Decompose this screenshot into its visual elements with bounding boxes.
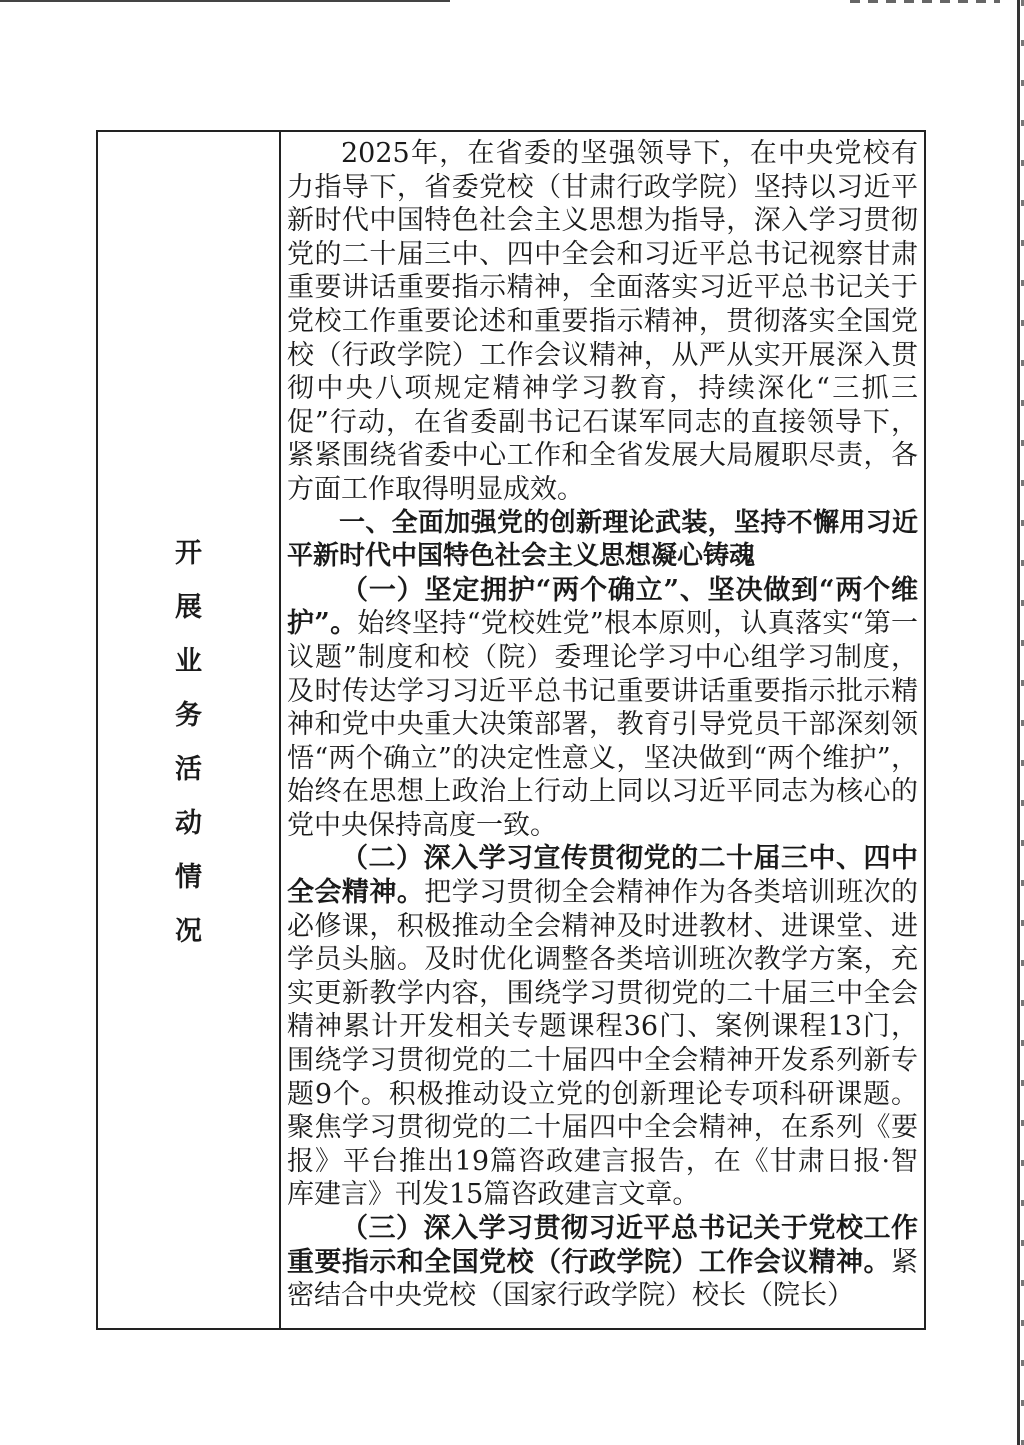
scan-right-edge: [1017, 0, 1020, 1445]
activity-report-table: [96, 130, 926, 1330]
scan-top-marks: [850, 0, 1000, 3]
label-char: 业: [175, 646, 202, 677]
item1-title: （一）坚定拥护“两个确立”、坚决做到“两个维护”。: [287, 574, 918, 640]
item3-title: （三）深入学习贯彻习近平总书记关于党校工作重要指示和全国党校（行政学院）工作会议精神。: [287, 1213, 918, 1278]
label-char: 展: [175, 592, 202, 623]
row-label-cell: [98, 132, 281, 1328]
label-char: 活: [175, 754, 202, 785]
intro-paragraph: 2025年，在省委的坚强领导下，在中央党校有力指导下，省委党校（甘肃行政学院）坚持以习近平新时代中国特色社会主义思想为指导，深入学习贯彻党的二十届三中、四中全会和习近平总书记视察甘肃重要讲话重要指示精神，全面落实习近平总书记关于党校工作重要论述和重要指示精神，贯彻落实全国党校（行政学院）工作会议精神，从严从实开展深入贯彻中央八项规定精神学习教育，持续深化“三抓三促”行动，在省委副书记石谋军同志的直接领导下，紧紧围绕省委中心工作和全省发展大局履职尽责，各方面工作取得明显成效。: [287, 138, 918, 505]
item3-paragraph: [287, 1212, 918, 1313]
label-char: 开: [175, 538, 202, 569]
item1-body: 始终坚持“党校姓党”根本原则，认真落实“第一议题”制度和校（院）委理论学习中心组学习制度，及时传达学习习近平总书记重要讲话重要指示批示精神和党中央重大决策部署，教育引导党员干部深刻领悟“两个确立”的决定性意义，坚决做到“两个维护”，始终在思想上政治上行动上同以习近平同志为核心的党中央保持高度一致。: [287, 608, 918, 841]
label-char: 情: [175, 862, 202, 893]
scan-top-line: [0, 0, 450, 2]
section1-heading: 一、全面加强党的创新理论武装，坚持不懈用习近平新时代中国特色社会主义思想凝心铸魂: [287, 507, 918, 572]
label-char: 况: [175, 916, 202, 947]
row-label-vertical: [175, 527, 202, 959]
item1-paragraph: [287, 574, 918, 843]
item2-paragraph: [287, 842, 918, 1212]
label-char: 动: [175, 808, 202, 839]
item2-body: 把学习贯彻全会精神作为各类培训班次的必修课，积极推动全会精神及时进教材、进课堂、进学员头脑。及时优化调整各类培训班次教学方案，充实更新教学内容，围绕学习贯彻党的二十届三中全会精神累计开发相关专题课程36门、案例课程13门，围绕学习贯彻党的二十届四中全会精神开发系列新专题9个。积极推动设立党的创新理论专项科研课题。聚焦学习贯彻党的二十届四中全会精神，在系列《要报》平台推出19篇咨政建言报告，在《甘肃日报·智库建言》刊发15篇咨政建言文章。: [287, 877, 919, 1211]
label-char: 务: [175, 700, 202, 731]
item3-body: 紧密结合中央党校（国家行政学院）校长（院长）: [287, 1246, 918, 1312]
content-cell: [281, 132, 924, 1328]
item2-title: （二）深入学习宣传贯彻党的二十届三中、四中全会精神。: [287, 843, 918, 909]
